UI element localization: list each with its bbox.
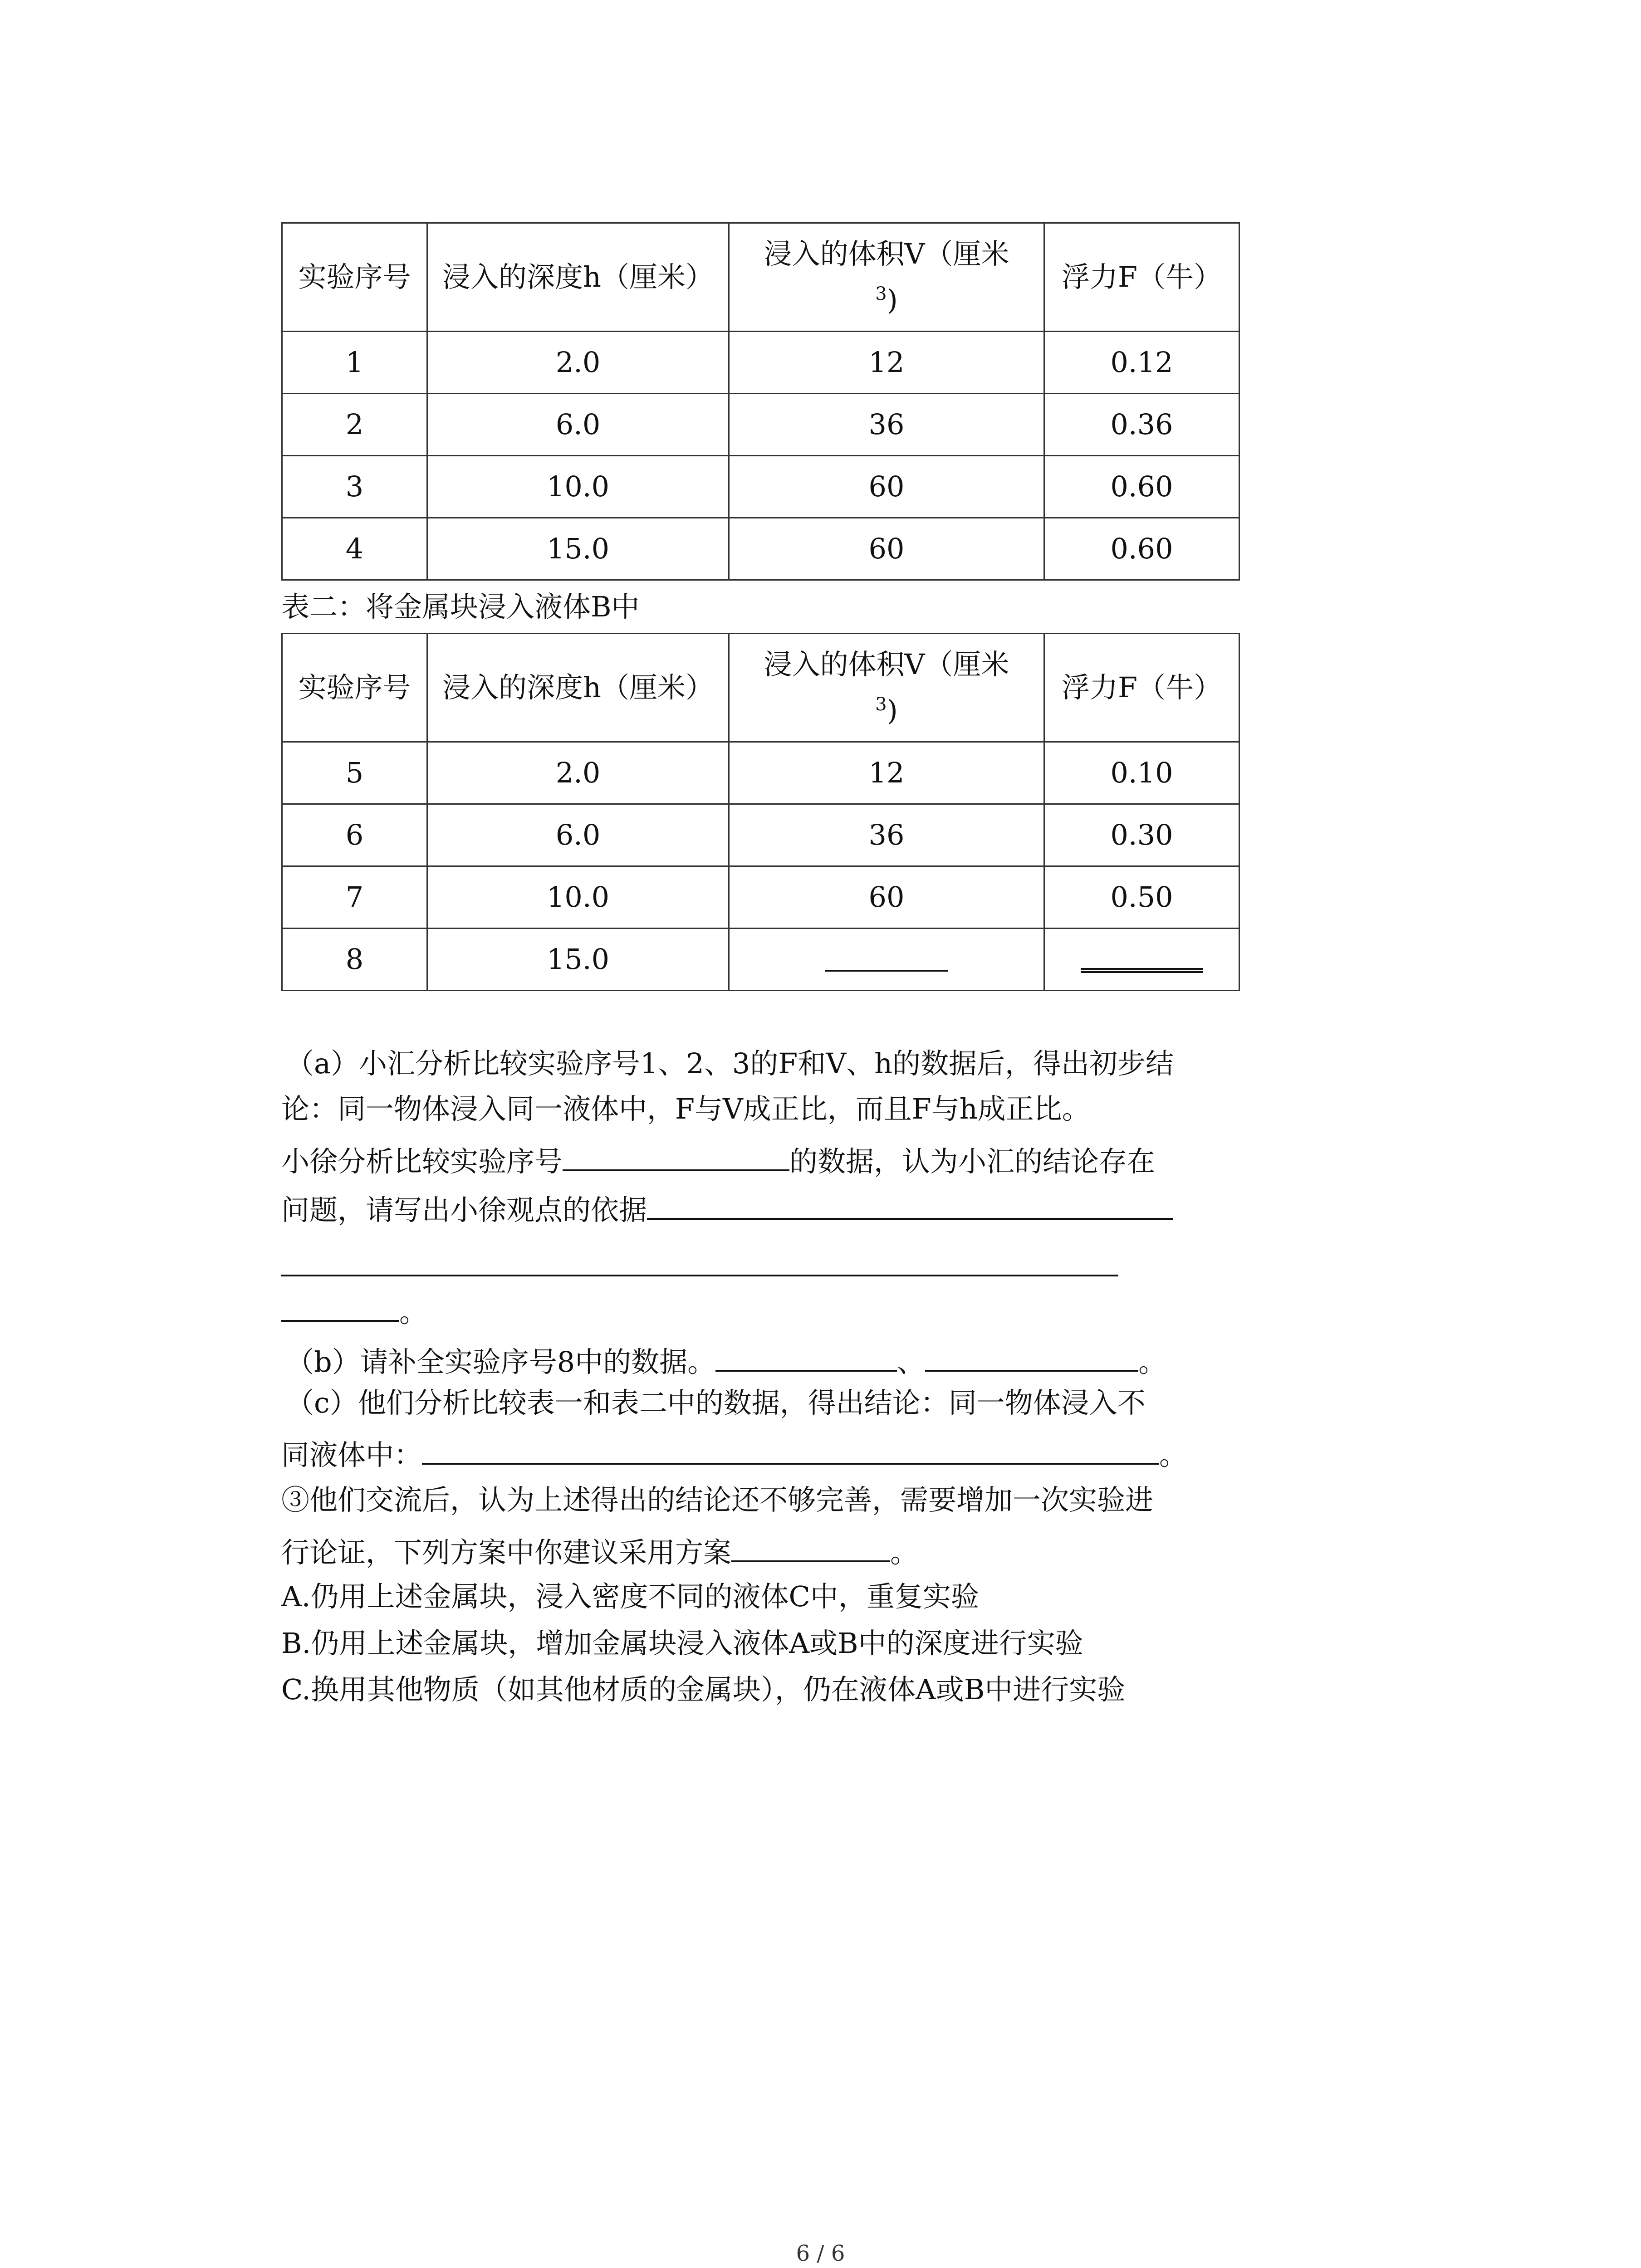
header-trial-number: 实验序号 <box>282 223 427 332</box>
question-a-line5 <box>281 1243 1118 1287</box>
question-b: （b）请补全实验序号8中的数据。 、 。 <box>286 1338 1166 1383</box>
table-row <box>282 929 1239 991</box>
table-row <box>282 394 1239 456</box>
answer-blank-reason-1[interactable] <box>647 1186 1173 1220</box>
cell: 0.60 <box>1044 456 1239 518</box>
table-row <box>282 742 1239 804</box>
table-row <box>282 332 1239 394</box>
question-d-line1: ③他们交流后，认为上述得出的结论还不够完善，需要增加一次实验进 <box>281 1483 1154 1516</box>
cell: 0.10 <box>1044 742 1239 804</box>
question-a-line3: 小徐分析比较实验序号 的数据，认为小汇的结论存在 <box>281 1138 1155 1182</box>
cell: 6.0 <box>427 804 729 866</box>
answer-blank-buoyancy[interactable] <box>1044 929 1239 991</box>
cell: 12 <box>729 742 1044 804</box>
header-depth: 浸入的深度h（厘米） <box>427 223 729 332</box>
answer-blank-reason-3[interactable] <box>281 1288 399 1322</box>
answer-blank-volume[interactable] <box>729 929 1044 991</box>
header-depth: 浸入的深度h（厘米） <box>427 634 729 742</box>
cell: 10.0 <box>427 866 729 929</box>
answer-blank-d[interactable] <box>731 1529 890 1562</box>
cell: 2.0 <box>427 742 729 804</box>
cell: 6 <box>282 804 427 866</box>
question-a-line2: 论：同一物体浸入同一液体中，F与V成正比，而且F与h成正比。 <box>281 1092 1090 1125</box>
cell: 1 <box>282 332 427 394</box>
option-a: A.仍用上述金属块，浸入密度不同的液体C中，重复实验 <box>281 1580 979 1613</box>
cell: 8 <box>282 929 427 991</box>
cell: 2 <box>282 394 427 456</box>
blank-line <box>825 952 948 972</box>
question-c-line1: （c）他们分析比较表一和表二中的数据，得出结论：同一物体浸入不 <box>286 1386 1146 1419</box>
header-trial-number: 实验序号 <box>282 634 427 742</box>
question-a-line1: （a）小汇分析比较实验序号1、2、3的F和V、h的数据后，得出初步结 <box>286 1047 1174 1080</box>
cell: 7 <box>282 866 427 929</box>
table-row <box>282 456 1239 518</box>
page-number: 6 / 6 <box>796 2241 845 2266</box>
blank-line <box>1081 950 1203 973</box>
question-a-line4: 问题，请写出小徐观点的依据 <box>281 1186 1173 1231</box>
table-row <box>282 518 1239 580</box>
table-header-row <box>282 223 1239 332</box>
header-buoyancy: 浮力F（牛） <box>1044 223 1239 332</box>
cell: 15.0 <box>427 929 729 991</box>
cell: 5 <box>282 742 427 804</box>
answer-blank-reason-2[interactable] <box>281 1243 1118 1276</box>
question-d-line2: 行论证，下列方案中你建议采用方案 。 <box>281 1529 918 1573</box>
table-row <box>282 866 1239 929</box>
cell: 60 <box>729 866 1044 929</box>
option-c: C.换用其他物质（如其他材质的金属块），仍在液体A或B中进行实验 <box>281 1673 1126 1706</box>
cell: 36 <box>729 394 1044 456</box>
answer-blank-c[interactable] <box>422 1431 1159 1465</box>
cell: 15.0 <box>427 518 729 580</box>
cell: 3 <box>282 456 427 518</box>
cell: 36 <box>729 804 1044 866</box>
question-c-line2: 同液体中： 。 <box>281 1431 1187 1476</box>
answer-blank-b2[interactable] <box>925 1338 1138 1372</box>
cell: 2.0 <box>427 332 729 394</box>
table-liquid-b <box>281 633 1240 991</box>
cell: 0.50 <box>1044 866 1239 929</box>
cell: 12 <box>729 332 1044 394</box>
cell: 0.30 <box>1044 804 1239 866</box>
answer-blank-trial-numbers[interactable] <box>563 1138 789 1171</box>
cell: 0.12 <box>1044 332 1239 394</box>
table2-caption: 表二：将金属块浸入液体B中 <box>281 590 640 623</box>
header-volume: 浸入的体积V（厘米 $^3$) <box>729 223 1044 332</box>
table-header-row <box>282 634 1239 742</box>
cell: 60 <box>729 456 1044 518</box>
header-buoyancy: 浮力F（牛） <box>1044 634 1239 742</box>
table-row <box>282 804 1239 866</box>
cell: 0.36 <box>1044 394 1239 456</box>
cell: 4 <box>282 518 427 580</box>
cell: 0.60 <box>1044 518 1239 580</box>
cell: 10.0 <box>427 456 729 518</box>
cell: 6.0 <box>427 394 729 456</box>
header-volume: 浸入的体积V（厘米 $^3$) <box>729 634 1044 742</box>
answer-blank-b1[interactable] <box>715 1338 897 1372</box>
question-a-line6: 。 <box>281 1288 427 1333</box>
table-liquid-a <box>281 222 1240 581</box>
cell: 60 <box>729 518 1044 580</box>
option-b: B.仍用上述金属块，增加金属块浸入液体A或B中的深度进行实验 <box>281 1627 1083 1660</box>
